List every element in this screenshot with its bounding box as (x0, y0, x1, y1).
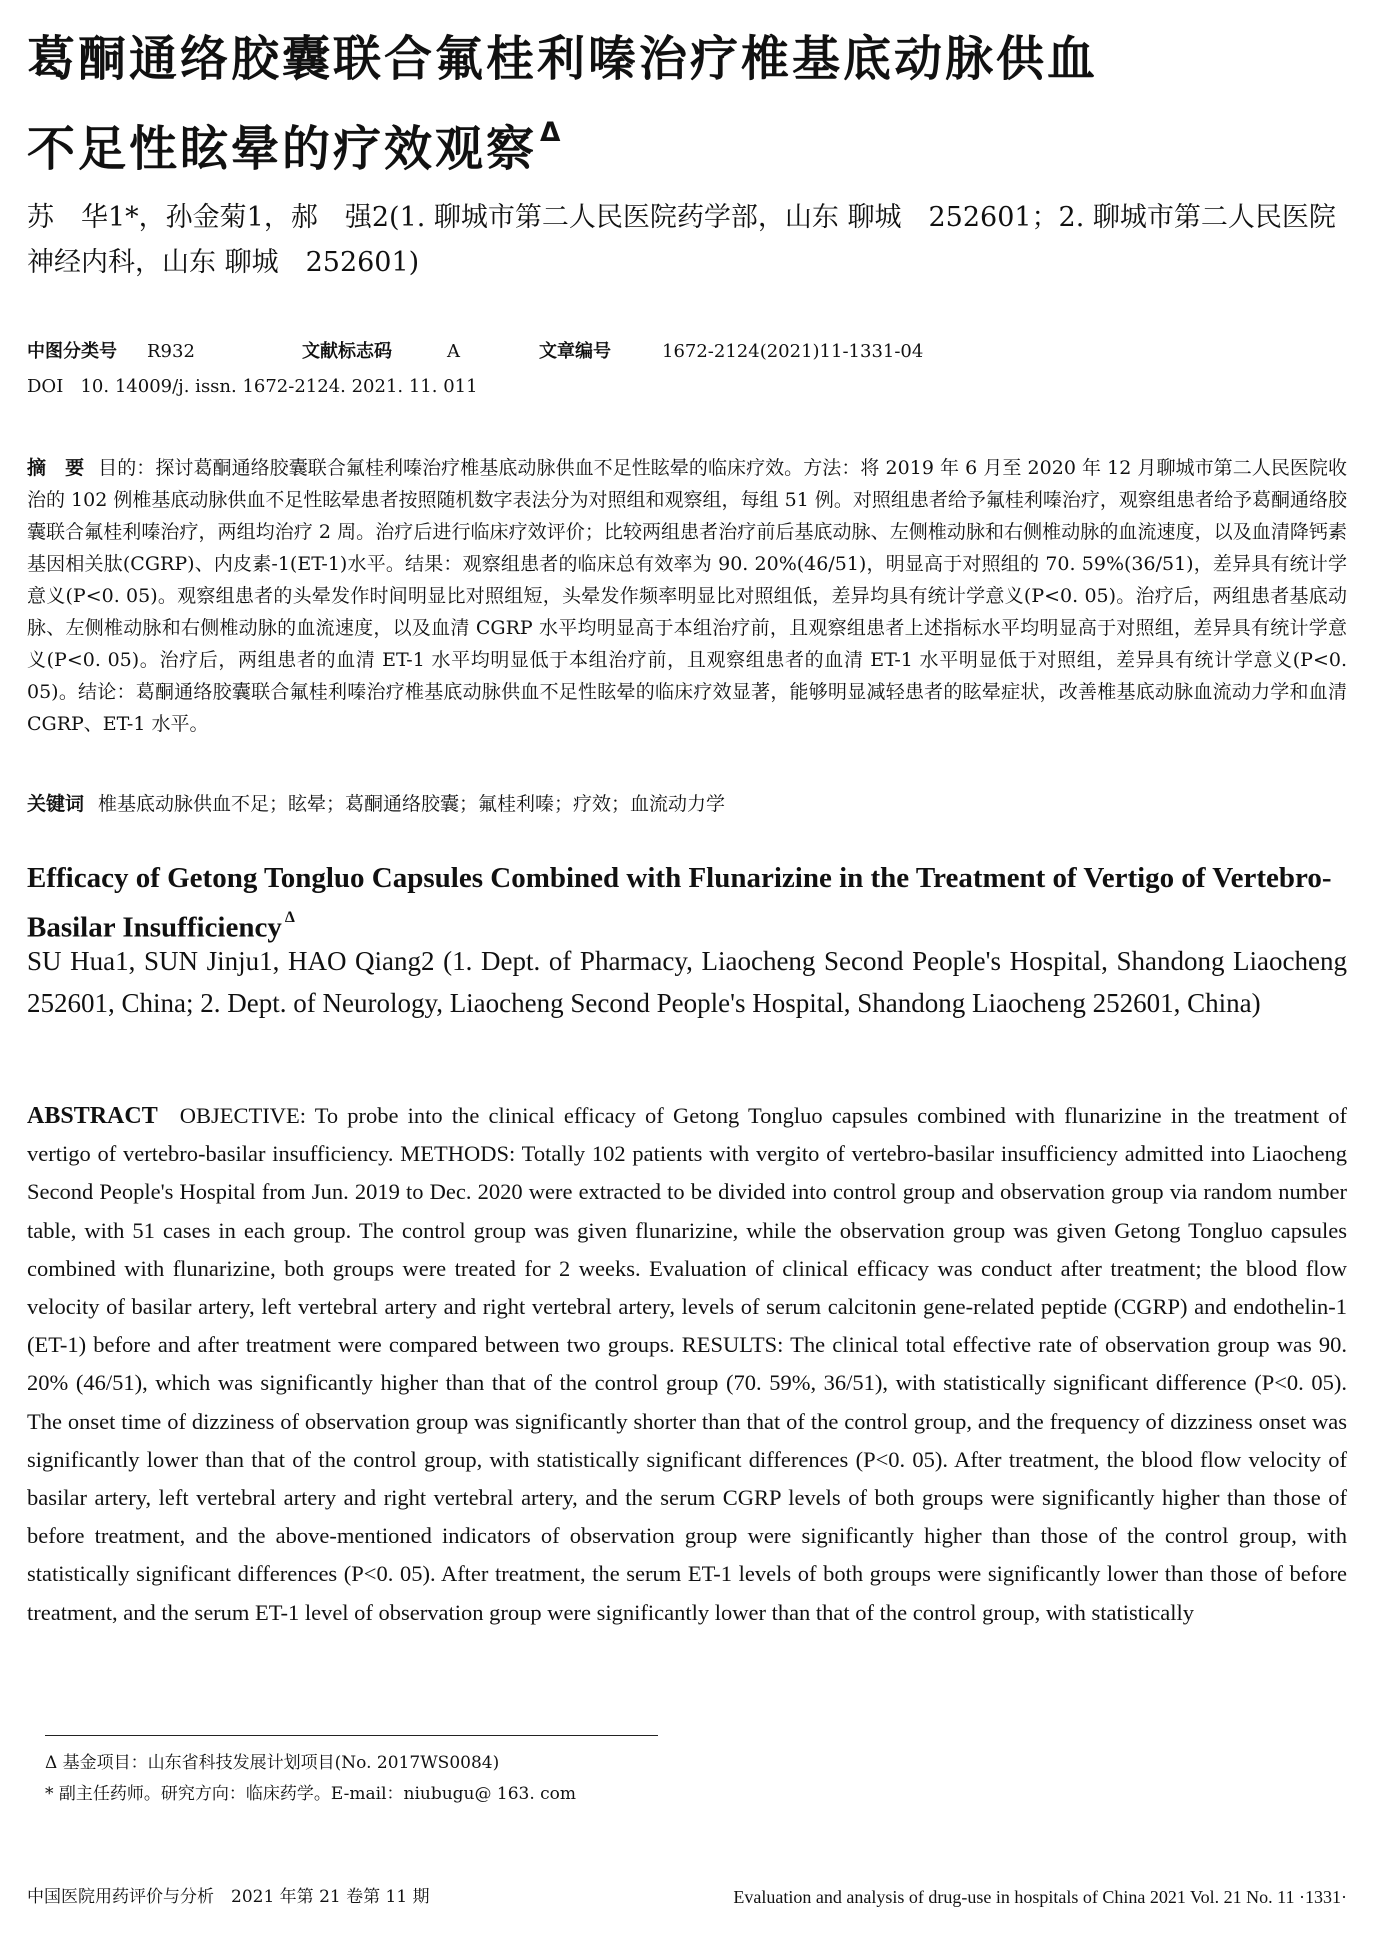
doi-row (27, 372, 478, 402)
chinese-title (27, 22, 1347, 186)
chinese-title-line2: 不足性眩晕的疗效观察 (27, 120, 538, 177)
classification-row (27, 337, 1347, 367)
english-abstract (27, 1097, 1347, 1632)
document-code-value: A (447, 341, 460, 362)
document-code-label: 文献标志码 (302, 341, 392, 362)
english-title (27, 858, 1347, 947)
english-funding-mark: Δ (284, 909, 295, 926)
chinese-keywords-text: 椎基底动脉供血不足；眩晕；葛酮通络胶囊；氟桂利嗪；疗效；血流动力学 (98, 793, 726, 815)
doi-label: DOI (27, 376, 64, 397)
english-title-text: Efficacy of Getong Tongluo Capsules Combined with Flunarizine in the Treatment of Vertigo of Vertebro-Basilar Insufficiency (27, 862, 1332, 944)
chinese-keywords-label: 关键词 (27, 793, 85, 815)
chinese-abstract-text: 目的：探讨葛酮通络胶囊联合氟桂利嗪治疗椎基底动脉供血不足性眩晕的临床疗效。方法：将 2019 年 6 月至 2020 年 12 月聊城市第二人民医院收治的 102 例椎基底动脉供血不足性眩晕患者按照随机数字表法分为对照组和观察组，每组 51 例。对照组患者给予氟桂利嗪治疗，观察组患者给予葛酮通络胶囊联合氟桂利嗪治疗，两组均治疗 2 周。治疗后进行临床疗效评价；比较两组患者治疗前后基底动脉、左侧椎动脉和右侧椎动脉的血流速度，以及血清降钙素基因相关肽(CGRP)、内皮素-1(ET-1)水平。结果：观察组患者的临床总有效率为 90. 20%(46/51)，明显高于对照组的 70. 59%(36/51)，差异具有统计学意义(P<0. 05)。观察组患者的头晕发作时间明显比对照组短，头晕发作频率明显比对照组低，差异均具有统计学意义(P<0. 05)。治疗后，两组患者基底动脉、左侧椎动脉和右侧椎动脉的血流速度，以及血清 CGRP 水平均明显高于本组治疗前，且观察组患者上述指标水平均明显高于对照组，差异具有统计学意义(P<0. 05)。治疗后，两组患者的血清 ET-1 水平均明显低于本组治疗前，且观察组患者的血清 ET-1 水平明显低于对照组，差异具有统计学意义(P<0. 05)。结论：葛酮通络胶囊联合氟桂利嗪治疗椎基底动脉供血不足性眩晕的临床疗效显著，能够明显减轻患者的眩晕症状，改善椎基底动脉血流动力学和血清 CGRP、ET-1 水平。 (27, 457, 1347, 735)
journal-info-english: Evaluation and analysis of drug-use in hospitals of China 2021 Vol. 21 No. 11 ·1331· (733, 1887, 1347, 1907)
funding-footnote: Δ 基金项目：山东省科技发展计划项目(No. 2017WS0084) (45, 1753, 500, 1773)
article-number-label: 文章编号 (539, 341, 611, 362)
funding-mark: Δ (540, 117, 564, 148)
footnotes (45, 1748, 945, 1810)
english-abstract-label: ABSTRACT (27, 1103, 158, 1129)
article-number-value: 1672-2124(2021)11-1331-04 (662, 341, 924, 362)
chinese-abstract-label: 摘 要 (27, 457, 85, 479)
english-authors: SU Hua1, SUN Jinju1, HAO Qiang2 (1. Dept. of Pharmacy, Liaocheng Second People's Hospital, Shandong Liaocheng 252601, China; 2. Dept. of Neurology, Liaocheng Second People's Hospital, Shandong Liaocheng 252601, China) (27, 946, 1347, 1018)
page-footer (27, 1880, 1347, 1914)
journal-info-chinese: 中国医院用药评价与分析 2021 年第 21 卷第 11 期 (27, 1887, 430, 1907)
chinese-abstract (27, 452, 1347, 740)
chinese-title-line1: 葛酮通络胶囊联合氟桂利嗪治疗椎基底动脉供血 (27, 31, 1099, 87)
chinese-keywords (27, 788, 1347, 820)
clc-value: R932 (147, 341, 195, 362)
chinese-authors: 苏 华1*，孙金菊1，郝 强2(1. 聊城市第二人民医院药学部，山东 聊城 252601；2. 聊城市第二人民医院神经内科，山东 聊城 252601) (27, 202, 1336, 278)
author-footnote: * 副主任药师。研究方向：临床药学。E-mail：niubugu@ 163. com (45, 1784, 577, 1804)
english-abstract-text: OBJECTIVE: To probe into the clinical efficacy of Getong Tongluo capsules combined with flunarizine in the treatment of vertigo of vertebro-basilar insufficiency. METHODS: Totally 102 patients with vergito of vertebro-basilar insufficiency admitted into Liaocheng Second People's Hospital from Jun. 2019 to Dec. 2020 were extracted to be divided into control group and observation group via random number table, with 51 cases in each group. The control group was given flunarizine, while the observation group was given Getong Tongluo capsules combined with flunarizine, both groups were treated for 2 weeks. Evaluation of clinical efficacy was conduct after treatment; the blood flow velocity of basilar artery, left vertebral artery and right vertebral artery, levels of serum calcitonin gene-related peptide (CGRP) and endothelin-1 (ET-1) before and after treatment were compared between two groups. RESULTS: The clinical total effective rate of observation group was 90. 20% (46/51), which was significantly higher than that of the control group (70. 59%, 36/51), with statistically significant difference (P<0. 05). The onset time of dizziness of observation group was significantly shorter than that of the control group, and the frequency of dizziness onset was significantly lower than that of the control group, with statistically significant differences (P<0. 05). After treatment, the blood flow velocity of basilar artery, left vertebral artery and right vertebral artery, and the serum CGRP levels of both groups were significantly higher than those of before treatment, and the above-mentioned indicators of observation group were significantly higher than those of the control group, with statistically significant differences (P<0. 05). After treatment, the serum ET-1 levels of both groups were significantly lower than those of before treatment, and the serum ET-1 level of observation group were significantly lower than that of the control group, with statistically (27, 1103, 1347, 1625)
footnote-divider (45, 1735, 658, 1736)
doi-link[interactable]: 10. 14009/j. issn. 1672-2124. 2021. 11. 011 (80, 376, 478, 397)
clc-label: 中图分类号 (27, 341, 117, 362)
